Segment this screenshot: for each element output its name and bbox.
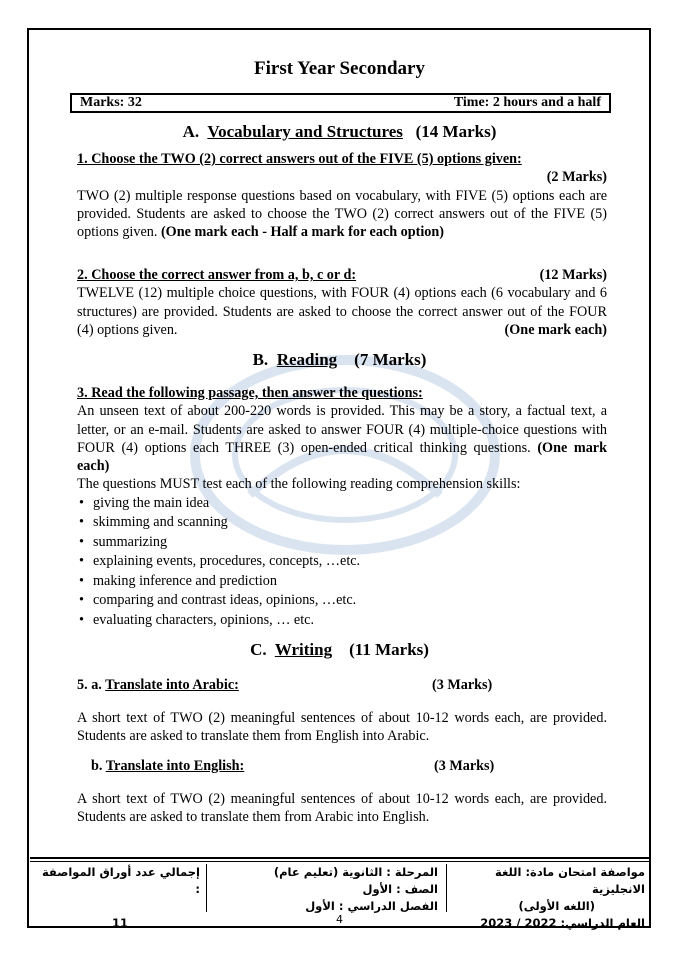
q2-heading: 2. Choose the correct answer from a, b, c or d: [77,267,357,283]
q2-body-text: TWELVE (12) multiple choice questions, with FOUR (4) options each (6 vocabulary and 6 structures) are provided. Students are asked to choose the correct answer out of the FOUR (4) options given. [77,285,607,338]
q5a-body: A short text of TWO (2) meaningful sentences of about 10-12 words each, are provided. Students are asked to translate them from English into Arabic. [77,710,607,745]
skill-item: • giving the main idea [77,494,607,514]
q1-body-text: TWO (2) multiple response questions based on vocabulary, with FIVE (5) options each are provided. Students are asked to choose the TWO (2) correct answers out of the FIVE (5) options given. [77,187,607,241]
section-c-name: Writing [274,640,333,659]
question-3 [77,384,607,630]
footer-total-value: 11 [111,916,128,930]
q3-heading: 3. Read the following passage, then answer the questions: [77,385,423,401]
footer-term: الفصل الدراسي : الأول [305,899,438,913]
footer-divider [446,864,447,912]
q1-heading: 1. Choose the TWO (2) correct answers out of the FIVE (5) options given: [77,151,522,167]
q5a-marks: (3 Marks) [432,677,493,693]
footer-stage: المرحلة : الثانوية (تعليم عام) [273,865,438,879]
q2-note: (One mark each) [504,321,607,338]
section-c-letter: C. [250,640,267,659]
skill-item: • skimming and scanning [77,513,607,533]
section-b-letter: B. [252,350,269,369]
question-5b [77,757,607,827]
q5b-heading: Translate into English: [105,758,245,774]
footer-language: (اللغه الأولى) [518,899,595,913]
question-2 [77,266,607,339]
section-c-marks: (11 Marks) [349,640,429,659]
section-a-letter: A. [182,122,200,141]
skill-item: • evaluating characters, opinions, … etc. [77,611,607,631]
footer-rule-thin [30,861,649,862]
marks-time-box [70,93,611,113]
page-number: 4 [336,913,343,926]
time-label: Time: 2 hours and a half [453,95,601,110]
q3-body-text: An unseen text of about 200-220 words is provided. This may be a story, a factual text, a letter, or an e-mail. Students are asked to answer FOUR (4) multiple-choice questions with FOUR (4) options each THREE (3) open-ended critical thinking questions. [77,403,607,456]
section-a-marks: (14 Marks) [415,122,497,141]
section-b-heading [0,350,679,370]
skills-list [77,494,607,631]
q1-body [77,187,607,242]
q3-skills-intro: The questions MUST test each of the following reading comprehension skills: [77,476,521,493]
skill-item: • making inference and prediction [77,572,607,592]
section-b-name: Reading [276,350,338,369]
footer-divider [206,864,207,912]
footer-rule [30,857,649,859]
q5a-heading: Translate into Arabic: [105,677,239,693]
section-a-name: Vocabulary and Structures [207,122,403,141]
footer-stage-cell [248,864,438,915]
question-5a [77,676,607,746]
marks-label: Marks: 32 [80,95,142,110]
q5a-number: 5. a. [77,677,102,693]
q5b-body: A short text of TWO (2) meaningful sentences of about 10-12 words each, are provided. Students are asked to translate them from Arabic into English. [77,791,607,826]
q1-marks: (2 Marks) [546,169,607,186]
section-b-marks: (7 Marks) [354,350,427,369]
q1-note: (One mark each - Half a mark for each option) [160,224,445,241]
footer-total-label: إجمالي عدد أوراق المواصفة : [41,865,200,896]
q2-marks: (12 Marks) [539,267,607,283]
q3-note: (One mark each) [77,439,607,475]
q5b-marks: (3 Marks) [434,758,495,774]
skill-item: • summarizing [77,533,607,553]
footer-grade: الصف : الأول [362,882,438,896]
q3-body [77,402,607,475]
q5b-number: b. [91,758,103,774]
section-a-heading [0,122,679,142]
page-title: First Year Secondary [254,58,425,79]
footer-subject: مواصفة امتحان مادة: اللغة الانجليزية [495,865,645,896]
q2-body [77,284,607,339]
question-1 [77,150,607,241]
skill-item: • explaining events, procedures, concepts, …etc. [77,552,607,572]
section-c-heading [0,640,679,660]
footer-year: العام الدراسي: 2022 / 2023 [480,916,645,930]
skill-item: • comparing and contrast ideas, opinions, …etc. [77,591,607,611]
